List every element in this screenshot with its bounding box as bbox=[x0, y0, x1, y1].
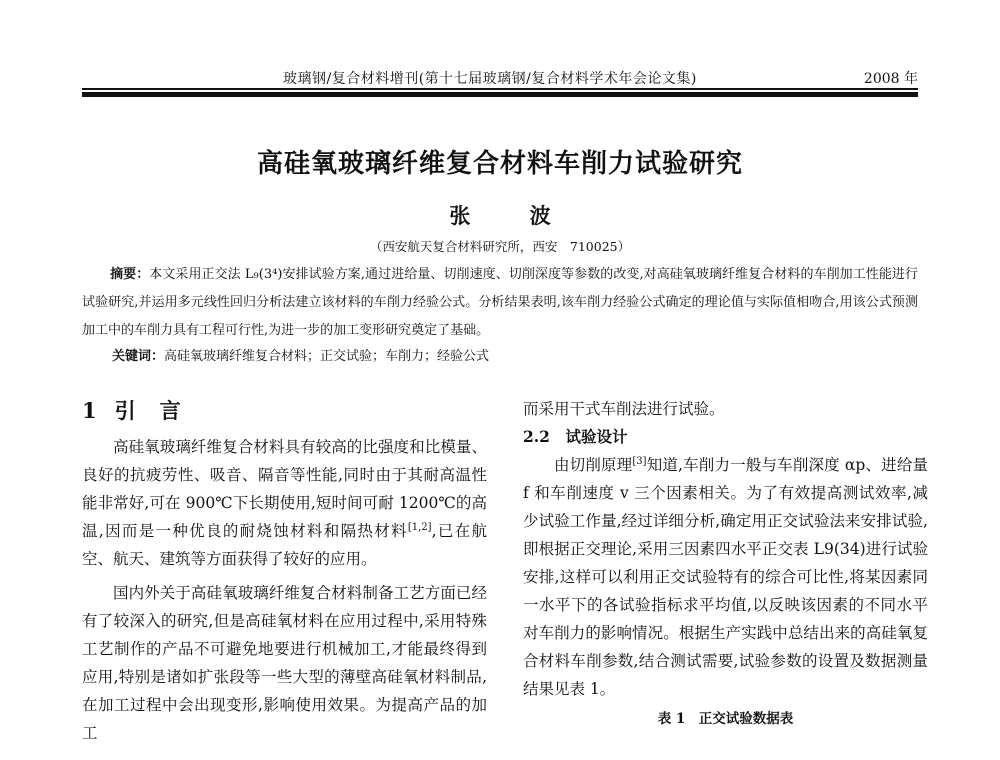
keywords-label: 关键词： bbox=[112, 349, 165, 364]
subsection-heading: 2.2 试验设计 bbox=[523, 427, 628, 446]
section-heading-introduction bbox=[82, 393, 487, 429]
table-caption: 表 1 正交试验数据表 bbox=[657, 711, 794, 727]
abstract-text: 本文采用正交法 L₉(3⁴)安排试验方案,通过进给量、切削速度、切削深度等参数的改变,对高硅氧玻璃纤维复合材料的车削加工性能进行试验研究,并运用多元线性回归分析法建立该材料的车削力经验公式。分析结果表明,该车削力经验公式确定的理论值与实际值相吻合,用该公式预测加工中的车削力具有工程可行性,为进一步的加工变形研究奠定了基础。 bbox=[82, 267, 918, 338]
paragraph-text: 高硅氧玻璃纤维复合材料具有较高的比强度和比模量、良好的抗疲劳性、吸音、隔音等性能,同时由于其耐高温性能非常好,可在 900℃下长期使用,短时间可耐 1200℃的高温,因而是一种优良的耐烧蚀材料和隔热材料 bbox=[82, 438, 487, 540]
section-number: 1 bbox=[82, 398, 97, 423]
header-rule-thin bbox=[82, 88, 918, 90]
header-rule-thick bbox=[82, 92, 918, 97]
paragraph-continuation: 而采用干式车削法进行试验。 bbox=[523, 400, 725, 418]
journal-year: 2008 年 bbox=[863, 71, 918, 87]
abstract bbox=[82, 261, 918, 345]
left-column bbox=[82, 393, 487, 747]
keywords-text: 高硅氧玻璃纤维复合材料；正交试验；车削力；经验公式 bbox=[164, 349, 490, 364]
section-title: 引言 bbox=[114, 398, 205, 423]
abstract-label: 摘要： bbox=[110, 267, 150, 282]
keywords bbox=[112, 345, 489, 364]
journal-title: 玻璃钢/复合材料增刊(第十七届玻璃钢/复合材料学术年会论文集) bbox=[283, 71, 697, 87]
citation: [1,2] bbox=[407, 521, 432, 533]
paragraph bbox=[82, 433, 487, 573]
paragraph-text: 由切削原理 bbox=[554, 456, 633, 474]
paper-title: 高硅氧玻璃纤维复合材料车削力试验研究 bbox=[256, 149, 743, 179]
citation: [3] bbox=[632, 455, 647, 467]
right-column bbox=[523, 395, 928, 733]
paragraph-text: 知道,车削力一般与车削深度 αp、进给量 f 和车削速度 v 三个因素相关。为了有效提高测试效率,减少试验工作量,经过详细分析,确定用正交试验法来安排试验,即根据正交理论,采用三因素四水平正交表 L9(34)进行试验安排,这样可以利用正交试验特有的综合可比性,将某因素同一水平下的各试验指标求平均值,以反映该因素的不同水平对车削力的影响情况。根据生产实践中总结出来的高硅氧复合材料车削参数,结合测试需要,试验参数的设置及数据测量结果见表 1。 bbox=[523, 456, 928, 698]
author-affiliation: （西安航天复合材料研究所，西安 710025） bbox=[369, 239, 631, 254]
author-name: 张 波 bbox=[449, 203, 577, 228]
paragraph bbox=[523, 451, 928, 703]
paragraph-text: ,已在航空、航天、建筑等方面获得了较好的应用。 bbox=[82, 522, 487, 568]
paragraph: 国内外关于高硅氧玻璃纤维复合材料制备工艺方面已经有了较深入的研究,但是高硅氧材料在应用过程中,采用特殊工艺制作的产品不可避免地要进行机械加工,才能最终得到应用,特别是诸如扩张段等一些大型的薄壁高硅氧材料制品,在加工过程中会出现变形,影响使用效果。为提高产品的加工 bbox=[82, 584, 487, 742]
